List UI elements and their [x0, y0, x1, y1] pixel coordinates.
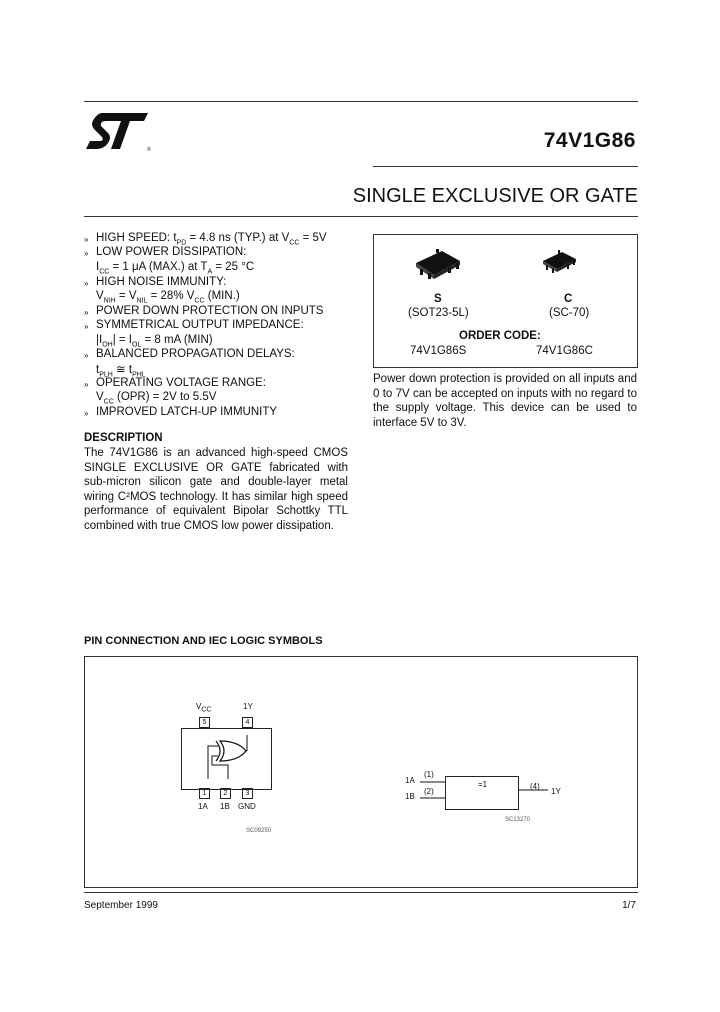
feature-text-part: = 1 μA (MAX.) at T — [109, 261, 208, 273]
feature-bullet-icon: » — [84, 308, 89, 317]
pin-3: 3 — [242, 788, 253, 799]
pin-5: 5 — [199, 717, 210, 728]
feature-item — [96, 290, 240, 304]
order-code-s: 74V1G86S — [410, 345, 467, 357]
package-c-letter: C — [564, 293, 573, 305]
gnd-label: GND — [238, 802, 256, 811]
feature-bullet-icon: » — [84, 351, 89, 360]
package-s-letter: S — [434, 293, 442, 305]
feature-item — [96, 261, 254, 275]
feature-text-part: ≅ t — [112, 364, 133, 376]
pin-section-heading: PIN CONNECTION AND IEC LOGIC SYMBOLS — [84, 635, 323, 647]
feature-text-part: = 4.8 ns (TYP.) at V — [186, 232, 290, 244]
feature-text-part: PD — [176, 239, 187, 247]
feature-text-part: HIGH NOISE IMMUNITY: — [96, 276, 227, 288]
header-top-rule — [84, 101, 638, 102]
feature-item — [96, 377, 266, 389]
iec-pin-2: (2) — [424, 787, 434, 796]
out-1y-label: 1Y — [243, 702, 253, 711]
svg-text:®: ® — [147, 147, 151, 153]
iec-symbol-code: SC13270 — [505, 817, 531, 823]
feature-text-part: CC — [99, 268, 110, 276]
feature-text-part: NIL — [136, 297, 148, 305]
feature-text-part: (OPR) = 2V to 5.5V — [113, 391, 217, 403]
header-mid-rule — [373, 166, 638, 167]
feature-item — [96, 362, 146, 378]
page-title: SINGLE EXCLUSIVE OR GATE — [352, 185, 638, 207]
vcc-label-text: V — [196, 702, 202, 711]
feature-bullet-icon: » — [84, 249, 89, 258]
sc70-package-icon — [540, 247, 580, 279]
iec-in-1a: 1A — [405, 776, 415, 785]
feature-text-part: PLH — [99, 371, 113, 379]
feature-text-part: V — [96, 290, 104, 302]
order-code-c: 74V1G86C — [536, 345, 593, 357]
feature-item — [96, 305, 323, 317]
iec-in-1b: 1B — [405, 792, 415, 801]
footer-rule — [84, 892, 638, 893]
description-paragraph: The 74V1G86 is an advanced high-speed CMOS SINGLE EXCLUSIVE OR GATE fabricated with sub-micron silicon gate and double-layer metal wiring C²MOS technology. It has similar high speed performance of equivalent Bipolar Schottky TTL combined with true CMOS low power dissipation. — [84, 447, 348, 532]
iec-pin-1: (1) — [424, 770, 434, 779]
power-down-text: Power down protection is provided on all inputs and 0 to 7V can be accepted on inputs with no regard to the supply voltage. This device can be used to interface 5V to 3V. — [373, 373, 637, 429]
feature-text-part: CC — [103, 398, 114, 406]
feature-text-part: POWER DOWN PROTECTION ON INPUTS — [96, 305, 324, 317]
pin-4: 4 — [242, 717, 253, 728]
feature-item — [96, 319, 304, 331]
header-bottom-rule — [84, 216, 638, 217]
in-1b-label: 1B — [220, 802, 230, 811]
feature-text-part: = 28% V — [147, 290, 195, 302]
feature-text-part: CC — [289, 239, 300, 247]
feature-text-part: = 8 mA (MIN) — [141, 334, 213, 346]
feature-bullet-icon: » — [84, 409, 89, 418]
sot23-package-icon — [412, 245, 464, 285]
footer-date: September 1999 — [84, 900, 158, 911]
feature-text-part: CC — [194, 297, 205, 305]
feature-item — [96, 391, 216, 405]
feature-text-part: BALANCED PROPAGATION DELAYS: — [96, 348, 295, 360]
feature-text-part: = 25 °C — [212, 261, 255, 273]
feature-text-part: |I — [96, 334, 103, 346]
feature-text-part: OPERATING VOLTAGE RANGE: — [96, 377, 266, 389]
pin-1: 1 — [199, 788, 210, 799]
feature-item — [96, 334, 213, 348]
description-heading: DESCRIPTION — [84, 432, 163, 444]
feature-bullet-icon: » — [84, 235, 89, 244]
feature-text-part: t — [96, 364, 100, 376]
package-box — [373, 234, 638, 368]
feature-text-part: PHL — [132, 371, 146, 379]
feature-text-part: SYMMETRICAL OUTPUT IMPEDANCE: — [96, 319, 304, 331]
feature-text-part: = V — [115, 290, 137, 302]
footer-page: 1/7 — [622, 900, 636, 911]
feature-item — [96, 276, 226, 288]
feature-item — [96, 246, 246, 258]
feature-text-part: | = I — [112, 334, 132, 346]
order-code-label: ORDER CODE: — [459, 330, 541, 342]
feature-text-part: (MIN.) — [204, 290, 240, 302]
feature-text-part: LOW POWER DISSIPATION: — [96, 246, 247, 258]
feature-text-part: A — [207, 268, 213, 276]
part-number: 74V1G86 — [543, 129, 636, 152]
st-logo-icon — [84, 109, 156, 155]
iec-function: =1 — [478, 780, 488, 789]
feature-text-part: OL — [131, 341, 142, 349]
vcc-label: $V_{CC}$ — [196, 702, 212, 714]
feature-bullet-icon: » — [84, 380, 89, 389]
in-1a-label: 1A — [198, 802, 208, 811]
package-c-name: (SC-70) — [549, 307, 590, 319]
package-s-name: (SOT23-5L) — [408, 307, 469, 319]
feature-text-part: NIH — [103, 297, 116, 305]
feature-item — [96, 348, 295, 360]
pin-2: 2 — [220, 788, 231, 799]
feature-item — [96, 232, 327, 246]
pin-diagram-code: SC09250 — [246, 828, 272, 834]
feature-text-part: = 5V — [299, 232, 327, 244]
xor-gate-icon — [200, 735, 256, 780]
feature-text-part: I — [96, 261, 100, 273]
feature-bullet-icon: » — [84, 322, 89, 331]
feature-text-part: OH — [102, 341, 113, 349]
feature-text-part: IMPROVED LATCH-UP IMMUNITY — [96, 406, 278, 418]
description-text — [84, 446, 348, 533]
feature-text-part: HIGH SPEED: t — [96, 232, 177, 244]
feature-item — [96, 406, 277, 418]
iec-pin-4: (4) — [530, 782, 540, 791]
feature-text-part: V — [96, 391, 104, 403]
feature-bullet-icon: » — [84, 279, 89, 288]
iec-out-1y: 1Y — [551, 787, 561, 796]
